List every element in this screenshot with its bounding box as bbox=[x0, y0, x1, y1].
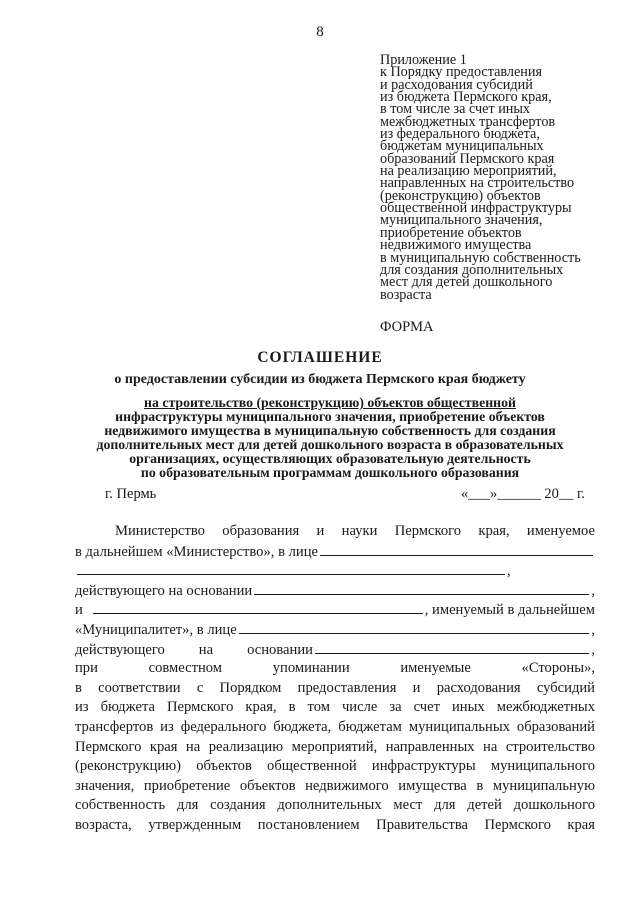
body-line: Министерство образования и науки Пермского края, именуемое bbox=[115, 523, 595, 539]
appendix-line: межбюджетных трансфертов bbox=[380, 113, 556, 130]
appendix-line: образований Пермского края bbox=[380, 150, 555, 167]
body-text: , именуемый в дальнейшем bbox=[424, 602, 595, 619]
body-text: , bbox=[591, 621, 595, 638]
subject-line: недвижимого имущества в муниципальную собственность для создания bbox=[104, 423, 556, 439]
subject-line: дополнительных мест для детей дошкольного возраста в образовательных bbox=[96, 437, 564, 453]
body-text: в дальнейшем «Министерство», в лице bbox=[75, 543, 318, 560]
subject-line: инфраструктуры муниципального значения, приобретение объектов bbox=[115, 409, 545, 425]
page-number: 8 bbox=[316, 24, 324, 40]
appendix-line: к Порядку предоставления bbox=[380, 64, 542, 81]
body-text: на bbox=[198, 641, 214, 658]
appendix-line: недвижимого имущества bbox=[380, 237, 532, 254]
appendix-line: Приложение 1 bbox=[380, 52, 467, 68]
appendix-line: в том числе за счет иных bbox=[380, 101, 531, 118]
agreement-body bbox=[75, 522, 595, 836]
appendix-line: бюджетам муниципальных bbox=[380, 138, 544, 155]
appendix-line: приобретение объектов bbox=[380, 224, 522, 241]
appendix-line: возраста bbox=[380, 286, 432, 303]
subject-line: по образовательным программам дошкольного образования bbox=[140, 465, 520, 481]
body-line: собственность для создания дополнительных мест для детей дошкольного bbox=[75, 797, 595, 814]
body-text: , bbox=[507, 563, 511, 580]
body-line bbox=[75, 620, 595, 640]
form-label: ФОРМА bbox=[380, 319, 434, 335]
body-line bbox=[75, 640, 595, 660]
subsidy-subject bbox=[60, 396, 600, 481]
body-text: , bbox=[591, 582, 595, 599]
body-line bbox=[75, 600, 595, 620]
body-line: (реконструкцию) объектов общественной инфраструктуры муниципального bbox=[75, 758, 595, 775]
body-line: возраста, утвержденным постановлением Правительства Пермского края bbox=[75, 816, 595, 833]
appendix-line: для создания дополнительных bbox=[380, 261, 564, 278]
body-line: из бюджета Пермского края, в том числе за счет иных межбюджетных bbox=[75, 699, 595, 716]
appendix-line: направленных на строительство bbox=[380, 175, 575, 192]
body-text: , bbox=[591, 641, 595, 658]
document-title: СОГЛАШЕНИЕ bbox=[257, 349, 383, 366]
body-line: трансфертов из федерального бюджета, бюджетам муниципальных образований bbox=[75, 718, 595, 735]
representative-blank bbox=[320, 542, 593, 556]
municipality-blank bbox=[93, 600, 423, 614]
body-text: основании bbox=[247, 641, 313, 658]
body-line bbox=[75, 542, 595, 562]
appendix-line: общественной инфраструктуры bbox=[380, 200, 572, 217]
body-line bbox=[75, 561, 595, 581]
body-line: при совместном упоминании именуемые «Стороны», bbox=[75, 660, 595, 677]
appendix-line: из бюджета Пермского края, bbox=[380, 89, 552, 106]
subject-line: организациях, осуществляющих образовательную деятельность bbox=[129, 451, 531, 467]
body-line: Пермского края на реализацию мероприятий, направленных на строительство bbox=[75, 738, 595, 755]
representative-blank-continued bbox=[77, 561, 505, 575]
body-text: действующего bbox=[75, 641, 165, 658]
document-subtitle: о предоставлении субсидии из бюджета Пермского края бюджету bbox=[114, 372, 526, 387]
appendix-line: (реконструкцию) объектов bbox=[380, 187, 541, 204]
body-line: значения, приобретение объектов недвижимого имущества в муниципальную bbox=[75, 777, 595, 794]
body-text: и bbox=[75, 602, 83, 619]
body-text: действующего на основании bbox=[75, 582, 253, 599]
appendix-block bbox=[380, 54, 630, 301]
date-field: «___»______ 20__ г. bbox=[461, 486, 585, 502]
appendix-line: и расходования субсидий bbox=[380, 76, 533, 93]
municipality-basis-blank bbox=[315, 640, 589, 654]
body-text: «Муниципалитет», в лице bbox=[75, 621, 237, 638]
basis-blank bbox=[254, 581, 589, 595]
appendix-line: мест для детей дошкольного bbox=[380, 274, 553, 291]
subject-line: на строительство (реконструкцию) объектов общественной bbox=[144, 395, 516, 410]
appendix-line: из федерального бюджета, bbox=[380, 126, 540, 143]
city-label: г. Пермь bbox=[105, 486, 157, 502]
municipality-representative-blank bbox=[239, 620, 590, 634]
body-line bbox=[75, 581, 595, 601]
appendix-line: муниципального значения, bbox=[380, 212, 543, 229]
appendix-line: в муниципальную собственность bbox=[380, 249, 581, 266]
appendix-line: на реализацию мероприятий, bbox=[380, 163, 557, 180]
body-line: в соответствии с Порядком предоставления и расходования субсидий bbox=[75, 679, 595, 696]
